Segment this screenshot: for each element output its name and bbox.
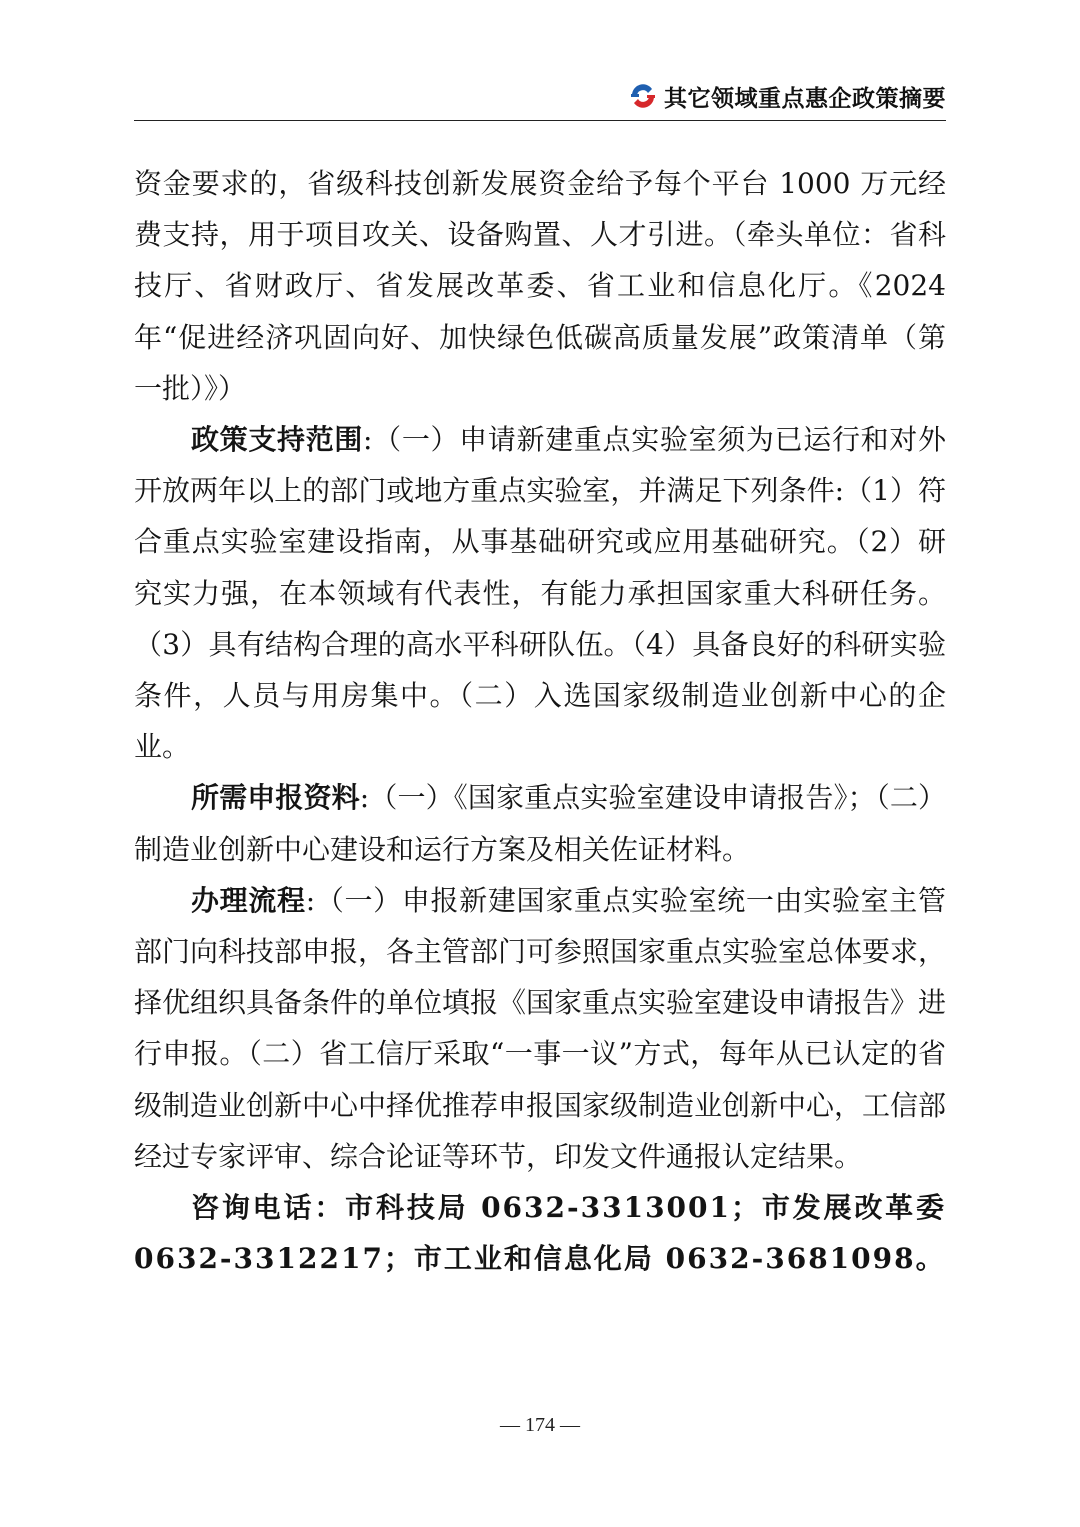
intro-paragraph: 资金要求的，省级科技创新发展资金给予每个平台 1000 万元经费支持，用于项目攻关、设备购置、人才引进。（牵头单位：省科技厅、省财政厅、省发展改革委、省工业和信息化厅。《2024年“促进经济巩固向好、加快绿色低碳高质量发展”政策清单（第一批）》） [134, 167, 946, 405]
materials-text: （一）《国家重点实验室建设申请报告》；（二）制造业创新中心建设和运行方案及相关佐证材料。 [134, 781, 946, 866]
header-rule [134, 120, 946, 121]
materials-paragraph [134, 772, 946, 874]
materials-sep: : [359, 781, 370, 815]
header-title: 其它领域重点惠企政策摘要 [664, 85, 946, 112]
document-body [134, 158, 946, 1284]
page-number: — 174 — [500, 1414, 580, 1436]
page-header [628, 78, 946, 114]
scope-label: 政策支持范围 [191, 423, 364, 457]
scope-text: （一）申请新建重点实验室须为已运行和对外开放两年以上的部门或地方重点实验室，并满足下列条件:（1）符合重点实验室建设指南，从事基础研究或应用基础研究。（2）研究实力强，在本领域有代表性，有能力承担国家重大科研任务。（3）具有结构合理的高水平科研队伍。（4）具备良好的科研实验条件，人员与用房集中。（二）入选国家级制造业创新中心的企业。 [134, 423, 946, 764]
materials-label: 所需申报资料 [191, 781, 360, 815]
process-paragraph [134, 875, 946, 1182]
process-sep: : [305, 883, 316, 917]
logo-icon [628, 81, 658, 111]
scope-sep: : [363, 423, 373, 457]
process-label: 办理流程 [191, 883, 306, 917]
scope-paragraph [134, 414, 946, 772]
contact-paragraph: 咨询电话：市科技局 0632-3313001；市发展改革委 0632-3312217；市工业和信息化局 0632-3681098。 [134, 1191, 946, 1276]
process-text: （一）申报新建国家重点实验室统一由实验室主管部门向科技部申报，各主管部门可参照国家重点实验室总体要求，择优组织具备条件的单位填报《国家重点实验室建设申请报告》进行申报。（二）省工信厅采取“一事一议”方式，每年从已认定的省级制造业创新中心中择优推荐申报国家级制造业创新中心，工信部经过专家评审、综合论证等环节，印发文件通报认定结果。 [134, 883, 947, 1173]
